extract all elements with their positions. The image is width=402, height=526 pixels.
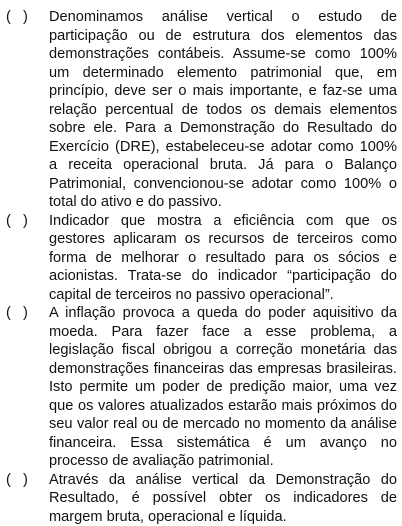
answer-blank[interactable]: ( ) <box>6 212 28 231</box>
statement-item-2 <box>1 212 397 305</box>
statement-item-1 <box>1 8 397 212</box>
answer-blank[interactable]: ( ) <box>6 304 28 323</box>
answer-blank[interactable]: ( ) <box>6 8 28 27</box>
statement-list <box>1 8 397 526</box>
statement-text: Através da análise vertical da Demonstração do Resultado, é possível obter os indicadores de margem bruta, operacional e líquida. <box>49 472 397 525</box>
answer-blank[interactable]: ( ) <box>6 471 28 490</box>
statement-item-3 <box>1 304 397 471</box>
statement-text: Denominamos análise vertical o estudo de participação ou de estrutura dos elementos das demonstrações contábeis. Assume-se como 100% um determinado elemento patrimonial que, em princípio, deve ser o mais importante, e faz-se uma relação percentual de todos os demais elementos sobre ele. Para a Demonstração do Resultado do Exercício (DRE), estabeleceu-se adotar como 100% a receita operacional bruta. Já para o Balanço Patrimonial, convencionou-se adotar como 100% o total do ativo e do passivo. <box>49 9 397 210</box>
statement-text: Indicador que mostra a eficiência com que os gestores aplicaram os recursos de terceiros como forma de melhorar o resultado para os sócios e acionistas. Trata-se do indicador “participação do capital de terceiros no passivo operacional”. <box>49 213 397 303</box>
statement-text: A inflação provoca a queda do poder aquisitivo da moeda. Para fazer face a esse problema, a legislação fiscal obrigou a correção monetária das demonstrações financeiras das empresas brasileiras. Isto permite um poder de predição maior, uma vez que os valores atualizados estarão mais próximos do seu valor real ou de mercado no momento da análise financeira. Essa sistemática é um avanço no processo de avaliação patrimonial. <box>49 305 397 469</box>
statement-item-4 <box>1 471 397 526</box>
